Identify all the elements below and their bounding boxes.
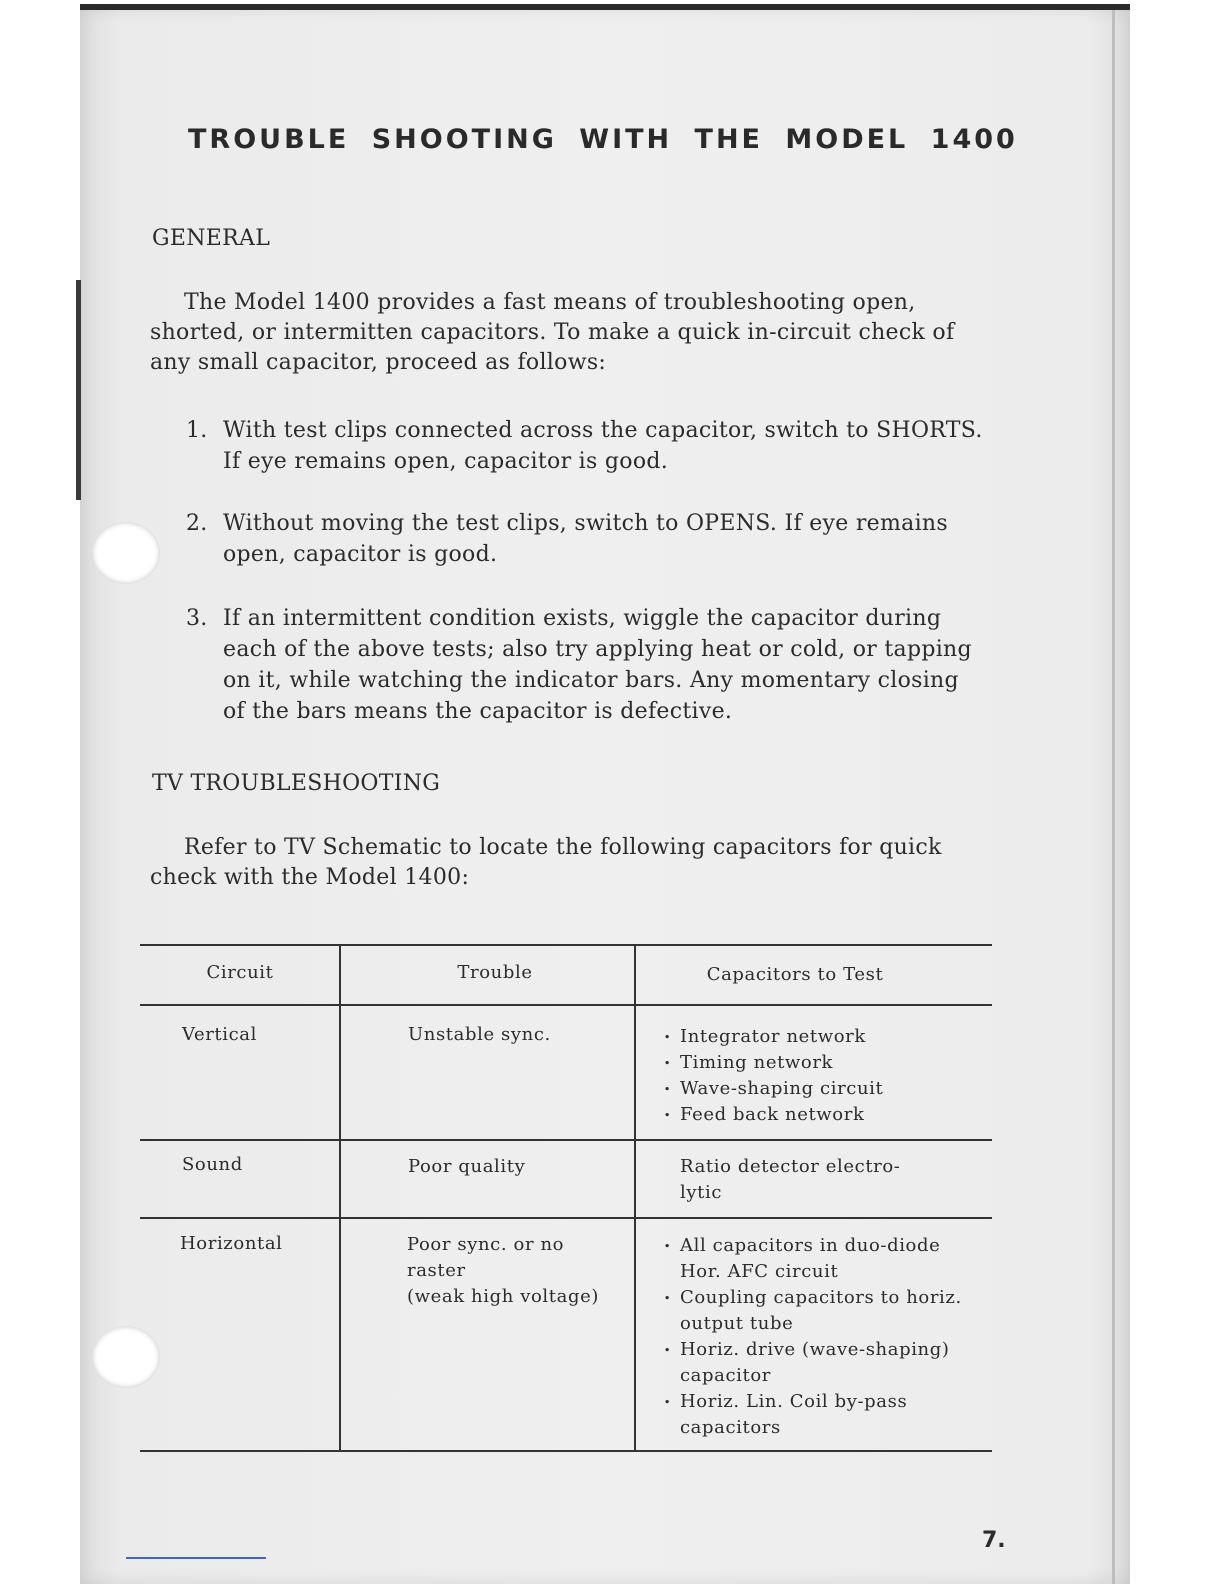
footer-link-underline: [126, 1557, 266, 1559]
table-rule: [140, 1004, 992, 1006]
table-rule: [140, 1450, 992, 1452]
capacitor-item: . Feed back network: [662, 1102, 982, 1128]
step-text: Without moving the test clips, switch to OPENS. If eye remains open, capacitor is good.: [223, 511, 948, 567]
row-horizontal-circuit: Horizontal: [180, 1233, 283, 1254]
capacitor-test-table: [140, 944, 992, 1452]
capacitor-item: . Integrator network: [662, 1024, 982, 1050]
step-text: With test clips connected across the capacitor, switch to SHORTS. If eye remains open, capacitor is good.: [223, 418, 983, 474]
row-sound-trouble: Poor quality: [408, 1156, 526, 1177]
capacitor-item: . Horiz. drive (wave-shaping) capacitor: [662, 1337, 972, 1389]
paper-right-edge: [1112, 10, 1115, 1584]
table-column-rule: [634, 944, 636, 1452]
paper-left-edge: [76, 280, 81, 500]
step-number: 1.: [186, 418, 208, 443]
section-heading-tv: TV TROUBLESHOOTING: [152, 771, 441, 796]
capacitor-item: . Timing network: [662, 1050, 982, 1076]
row-horizontal-capacitors: [662, 1233, 972, 1441]
capacitor-line: lytic: [680, 1182, 722, 1203]
table-rule: [140, 944, 992, 946]
table-header-circuit: Circuit: [206, 962, 274, 983]
section-heading-general: GENERAL: [152, 226, 271, 251]
row-sound-circuit: Sound: [182, 1154, 243, 1175]
row-vertical-capacitors: [662, 1024, 982, 1128]
row-sound-capacitors: [680, 1154, 980, 1206]
trouble-line: Poor sync. or no: [407, 1234, 565, 1255]
table-header-trouble: Trouble: [457, 962, 533, 983]
row-vertical-circuit: Vertical: [182, 1024, 257, 1045]
page-title: TROUBLE SHOOTING WITH THE MODEL 1400: [188, 124, 1018, 155]
row-horizontal-trouble: [407, 1232, 627, 1310]
step-number: 3.: [186, 606, 208, 631]
table-rule: [140, 1139, 992, 1141]
trouble-line: (weak high voltage): [407, 1286, 599, 1307]
capacitor-item: . Wave-shaping circuit: [662, 1076, 982, 1102]
table-column-rule: [339, 944, 341, 1452]
table-rule: [140, 1217, 992, 1219]
step-number: 2.: [186, 511, 208, 536]
step-text: If an intermittent condition exists, wiggle the capacitor during each of the above tests; also try applying heat or cold, or tapping on it, while watching the indicator bars. Any momentary closing of the bars means the capacitor is defective.: [223, 606, 972, 724]
general-intro-paragraph: The Model 1400 provides a fast means of troubleshooting open, shorted, or intermitten capacitors. To make a quick in-circuit check of any small capacitor, proceed as follows:: [150, 290, 955, 375]
tv-intro-paragraph: Refer to TV Schematic to locate the following capacitors for quick check with the Model 1400:: [150, 835, 942, 890]
binding-hole-top: [92, 522, 160, 584]
paper-top-edge: [80, 4, 1130, 10]
capacitor-item: . All capacitors in duo-diode Hor. AFC circuit: [662, 1233, 972, 1285]
table-header-capacitors: Capacitors to Test: [706, 964, 884, 985]
capacitor-item: . Horiz. Lin. Coil by-pass capacitors: [662, 1389, 972, 1441]
capacitor-item: . Coupling capacitors to horiz. output tube: [662, 1285, 972, 1337]
row-vertical-trouble: Unstable sync.: [408, 1024, 551, 1045]
page-number: 7.: [982, 1528, 1006, 1553]
capacitor-line: Ratio detector electro-: [680, 1156, 901, 1177]
trouble-line: raster: [407, 1260, 466, 1281]
